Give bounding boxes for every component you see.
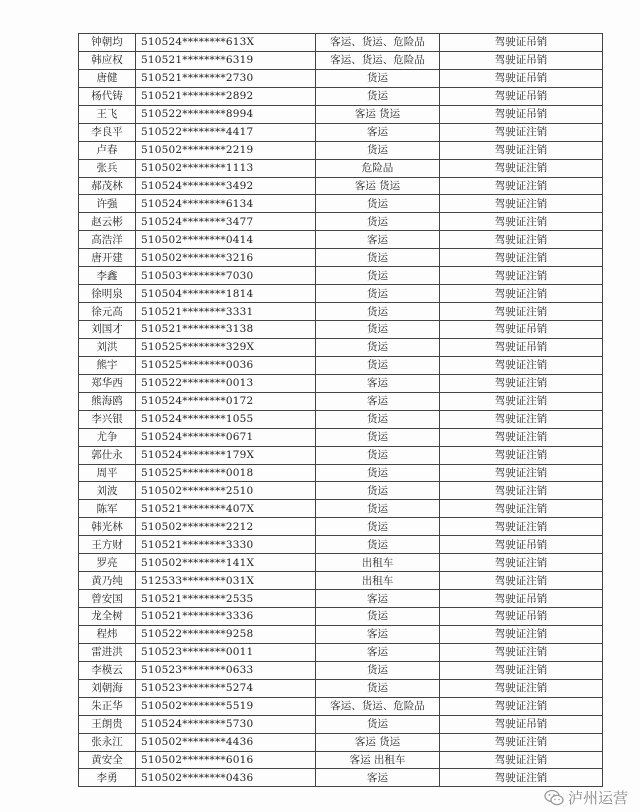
id-number-cell: 510522********0013 xyxy=(136,374,316,392)
license-status-cell: 驾驶证注销 xyxy=(440,303,603,321)
table-row xyxy=(79,303,603,321)
driver-name-cell: 刘国才 xyxy=(79,321,136,339)
license-status-cell: 驾驶证注销 xyxy=(440,446,603,464)
license-type-cell: 货运 xyxy=(316,249,440,267)
license-type-cell: 货运 xyxy=(316,303,440,321)
id-number-cell: 510525********0036 xyxy=(136,356,316,374)
id-number-cell: 510522********8994 xyxy=(136,105,316,123)
table-row xyxy=(79,733,603,751)
id-number-cell: 510521********3330 xyxy=(136,536,316,554)
table-row xyxy=(79,213,603,231)
license-status-cell: 驾驶证吊销 xyxy=(440,69,603,87)
driver-name-cell: 朱正华 xyxy=(79,697,136,715)
table-row xyxy=(79,177,603,195)
license-status-cell: 驾驶证注销 xyxy=(440,356,603,374)
driver-name-cell: 徐元高 xyxy=(79,303,136,321)
wechat-logo-icon xyxy=(544,789,564,807)
driver-name-cell: 李模云 xyxy=(79,661,136,679)
driver-name-cell: 钟朝均 xyxy=(79,34,136,52)
license-type-cell: 货运 xyxy=(316,715,440,733)
table-row xyxy=(79,590,603,608)
license-type-cell: 货运 xyxy=(316,267,440,285)
table-row xyxy=(79,374,603,392)
id-number-cell: 510525********0018 xyxy=(136,464,316,482)
license-status-cell: 驾驶证吊销 xyxy=(440,321,603,339)
table-row xyxy=(79,446,603,464)
license-type-cell: 客运 货运 xyxy=(316,105,440,123)
watermark xyxy=(544,787,628,808)
driver-name-cell: 李兴银 xyxy=(79,410,136,428)
license-status-cell: 驾驶证吊销 xyxy=(440,338,603,356)
table-row xyxy=(79,195,603,213)
id-number-cell: 510524********6134 xyxy=(136,195,316,213)
license-type-cell: 货运 xyxy=(316,661,440,679)
driver-name-cell: 韩应权 xyxy=(79,51,136,69)
license-status-cell: 驾驶证注销 xyxy=(440,769,603,787)
license-type-cell: 货运 xyxy=(316,356,440,374)
id-number-cell: 510502********0414 xyxy=(136,231,316,249)
id-number-cell: 510522********9258 xyxy=(136,625,316,643)
license-status-cell: 驾驶证吊销 xyxy=(440,608,603,626)
table-row xyxy=(79,87,603,105)
table-row xyxy=(79,267,603,285)
license-status-cell: 驾驶证注销 xyxy=(440,123,603,141)
driver-name-cell: 熊宇 xyxy=(79,356,136,374)
driver-name-cell: 韩光林 xyxy=(79,518,136,536)
license-status-cell: 驾驶证吊销 xyxy=(440,105,603,123)
id-number-cell: 510502********3216 xyxy=(136,249,316,267)
driver-name-cell: 陈军 xyxy=(79,500,136,518)
id-number-cell: 510524********179X xyxy=(136,446,316,464)
license-status-cell: 驾驶证注销 xyxy=(440,159,603,177)
license-type-cell: 危险品 xyxy=(316,159,440,177)
license-status-cell: 驾驶证注销 xyxy=(440,643,603,661)
license-type-cell: 客运 xyxy=(316,123,440,141)
driver-name-cell: 李鑫 xyxy=(79,267,136,285)
table-row xyxy=(79,338,603,356)
license-status-cell: 驾驶证注销 xyxy=(440,410,603,428)
id-number-cell: 510502********2219 xyxy=(136,141,316,159)
license-status-cell: 驾驶证注销 xyxy=(440,697,603,715)
driver-name-cell: 熊海鸥 xyxy=(79,392,136,410)
driver-name-cell: 刘洪 xyxy=(79,338,136,356)
id-number-cell: 510524********5730 xyxy=(136,715,316,733)
table-row xyxy=(79,679,603,697)
driver-name-cell: 唐健 xyxy=(79,69,136,87)
license-status-cell: 驾驶证注销 xyxy=(440,500,603,518)
table-row xyxy=(79,428,603,446)
driver-name-cell: 李良平 xyxy=(79,123,136,141)
license-status-cell: 驾驶证注销 xyxy=(440,374,603,392)
table-row xyxy=(79,572,603,590)
id-number-cell: 510502********4436 xyxy=(136,733,316,751)
license-type-cell: 货运 xyxy=(316,141,440,159)
license-type-cell: 客运、货运、危险品 xyxy=(316,51,440,69)
driver-name-cell: 刘朝海 xyxy=(79,679,136,697)
license-type-cell: 客运 xyxy=(316,625,440,643)
id-number-cell: 510503********7030 xyxy=(136,267,316,285)
license-status-cell: 驾驶证注销 xyxy=(440,679,603,697)
license-status-cell: 驾驶证注销 xyxy=(440,177,603,195)
table-row xyxy=(79,231,603,249)
driver-name-cell: 郑华西 xyxy=(79,374,136,392)
table-row xyxy=(79,123,603,141)
watermark-text: 泸州运营 xyxy=(567,789,628,807)
id-number-cell: 510521********3331 xyxy=(136,303,316,321)
id-number-cell: 510524********3492 xyxy=(136,177,316,195)
driver-name-cell: 张永江 xyxy=(79,733,136,751)
table-row xyxy=(79,536,603,554)
license-type-cell: 货运 xyxy=(316,428,440,446)
license-status-cell: 驾驶证吊销 xyxy=(440,536,603,554)
table-row xyxy=(79,482,603,500)
id-number-cell: 510502********1113 xyxy=(136,159,316,177)
id-number-cell: 510523********0633 xyxy=(136,661,316,679)
id-number-cell: 510521********3336 xyxy=(136,608,316,626)
driver-name-cell: 曾安国 xyxy=(79,590,136,608)
table-row xyxy=(79,769,603,787)
driver-name-cell: 许强 xyxy=(79,195,136,213)
license-status-cell: 驾驶证注销 xyxy=(440,518,603,536)
driver-name-cell: 杨代铸 xyxy=(79,87,136,105)
license-type-cell: 货运 xyxy=(316,321,440,339)
id-number-cell: 510521********3138 xyxy=(136,321,316,339)
table-row xyxy=(79,159,603,177)
license-status-cell: 驾驶证注销 xyxy=(440,285,603,303)
table-row xyxy=(79,356,603,374)
driver-name-cell: 郭仕永 xyxy=(79,446,136,464)
driver-name-cell: 黄安全 xyxy=(79,751,136,769)
table-row xyxy=(79,715,603,733)
license-type-cell: 客运、货运、危险品 xyxy=(316,697,440,715)
license-status-cell: 驾驶证吊销 xyxy=(440,87,603,105)
driver-name-cell: 徐明泉 xyxy=(79,285,136,303)
table-row xyxy=(79,625,603,643)
id-number-cell: 510521********2892 xyxy=(136,87,316,105)
license-type-cell: 客运 xyxy=(316,231,440,249)
table-row xyxy=(79,285,603,303)
driver-name-cell: 唐开建 xyxy=(79,249,136,267)
table-row xyxy=(79,661,603,679)
license-type-cell: 货运 xyxy=(316,338,440,356)
id-number-cell: 510521********6319 xyxy=(136,51,316,69)
table-row xyxy=(79,554,603,572)
id-number-cell: 510521********2730 xyxy=(136,69,316,87)
id-number-cell: 510521********407X xyxy=(136,500,316,518)
license-type-cell: 货运 xyxy=(316,195,440,213)
license-status-cell: 驾驶证注销 xyxy=(440,195,603,213)
table-row xyxy=(79,608,603,626)
id-number-cell: 510523********0011 xyxy=(136,643,316,661)
driver-name-cell: 郝茂林 xyxy=(79,177,136,195)
license-type-cell: 货运 xyxy=(316,87,440,105)
driver-name-cell: 刘波 xyxy=(79,482,136,500)
id-number-cell: 512533********031X xyxy=(136,572,316,590)
id-number-cell: 510521********2535 xyxy=(136,590,316,608)
license-type-cell: 货运 xyxy=(316,518,440,536)
id-number-cell: 510522********4417 xyxy=(136,123,316,141)
driver-name-cell: 赵云彬 xyxy=(79,213,136,231)
license-status-cell: 驾驶证注销 xyxy=(440,141,603,159)
license-status-cell: 驾驶证注销 xyxy=(440,231,603,249)
license-status-cell: 驾驶证注销 xyxy=(440,751,603,769)
license-status-cell: 驾驶证注销 xyxy=(440,733,603,751)
license-status-cell: 驾驶证注销 xyxy=(440,464,603,482)
license-type-cell: 客运 xyxy=(316,643,440,661)
license-type-cell: 货运 xyxy=(316,536,440,554)
license-status-cell: 驾驶证吊销 xyxy=(440,715,603,733)
license-type-cell: 货运 xyxy=(316,482,440,500)
table-row xyxy=(79,751,603,769)
license-type-cell: 货运 xyxy=(316,285,440,303)
driver-name-cell: 周平 xyxy=(79,464,136,482)
license-type-cell: 客运、货运、危险品 xyxy=(316,34,440,52)
id-number-cell: 510523********5274 xyxy=(136,679,316,697)
driver-name-cell: 龙全树 xyxy=(79,608,136,626)
driver-name-cell: 王飞 xyxy=(79,105,136,123)
license-status-cell: 驾驶证注销 xyxy=(440,572,603,590)
table-row xyxy=(79,410,603,428)
license-type-cell: 货运 xyxy=(316,69,440,87)
table-row xyxy=(79,464,603,482)
table-row xyxy=(79,249,603,267)
table-row xyxy=(79,105,603,123)
license-type-cell: 货运 xyxy=(316,608,440,626)
license-type-cell: 客运 货运 xyxy=(316,177,440,195)
license-status-cell: 驾驶证吊销 xyxy=(440,51,603,69)
table-row xyxy=(79,69,603,87)
table-row xyxy=(79,392,603,410)
id-number-cell: 510502********6016 xyxy=(136,751,316,769)
license-status-cell: 驾驶证注销 xyxy=(440,482,603,500)
id-number-cell: 510504********1814 xyxy=(136,285,316,303)
license-type-cell: 客运 xyxy=(316,374,440,392)
license-table-body xyxy=(79,34,603,787)
id-number-cell: 510524********0671 xyxy=(136,428,316,446)
license-status-cell: 驾驶证注销 xyxy=(440,213,603,231)
id-number-cell: 510524********3477 xyxy=(136,213,316,231)
driver-name-cell: 李勇 xyxy=(79,769,136,787)
driver-name-cell: 雷进洪 xyxy=(79,643,136,661)
license-table xyxy=(78,33,603,787)
table-row xyxy=(79,697,603,715)
driver-name-cell: 王方财 xyxy=(79,536,136,554)
license-type-cell: 货运 xyxy=(316,679,440,697)
license-type-cell: 货运 xyxy=(316,446,440,464)
license-status-cell: 驾驶证注销 xyxy=(440,428,603,446)
license-type-cell: 货运 xyxy=(316,464,440,482)
id-number-cell: 510502********2510 xyxy=(136,482,316,500)
id-number-cell: 510502********2212 xyxy=(136,518,316,536)
license-status-cell: 驾驶证吊销 xyxy=(440,590,603,608)
license-status-cell: 驾驶证注销 xyxy=(440,249,603,267)
driver-name-cell: 罗亮 xyxy=(79,554,136,572)
id-number-cell: 510502********5519 xyxy=(136,697,316,715)
license-type-cell: 客运 xyxy=(316,769,440,787)
table-row xyxy=(79,34,603,52)
license-status-cell: 驾驶证注销 xyxy=(440,625,603,643)
driver-name-cell: 卢春 xyxy=(79,141,136,159)
id-number-cell: 510502********0436 xyxy=(136,769,316,787)
driver-name-cell: 张兵 xyxy=(79,159,136,177)
license-type-cell: 货运 xyxy=(316,500,440,518)
driver-name-cell: 高浩洋 xyxy=(79,231,136,249)
driver-name-cell: 王朗贵 xyxy=(79,715,136,733)
table-row xyxy=(79,321,603,339)
license-type-cell: 出租车 xyxy=(316,572,440,590)
table-row xyxy=(79,643,603,661)
license-type-cell: 货运 xyxy=(316,410,440,428)
license-status-cell: 驾驶证注销 xyxy=(440,267,603,285)
table-row xyxy=(79,500,603,518)
license-status-cell: 驾驶证注销 xyxy=(440,661,603,679)
license-type-cell: 客运 xyxy=(316,392,440,410)
license-type-cell: 客运 xyxy=(316,590,440,608)
license-type-cell: 货运 xyxy=(316,213,440,231)
id-number-cell: 510525********329X xyxy=(136,338,316,356)
table-row xyxy=(79,518,603,536)
id-number-cell: 510502********141X xyxy=(136,554,316,572)
driver-name-cell: 黄乃纯 xyxy=(79,572,136,590)
table-row xyxy=(79,141,603,159)
license-type-cell: 客运 出租车 xyxy=(316,751,440,769)
license-status-cell: 驾驶证吊销 xyxy=(440,34,603,52)
driver-name-cell: 程炜 xyxy=(79,625,136,643)
id-number-cell: 510524********613X xyxy=(136,34,316,52)
driver-name-cell: 尤争 xyxy=(79,428,136,446)
license-status-cell: 驾驶证注销 xyxy=(440,392,603,410)
license-type-cell: 出租车 xyxy=(316,554,440,572)
license-status-cell: 驾驶证注销 xyxy=(440,554,603,572)
license-type-cell: 客运 货运 xyxy=(316,733,440,751)
id-number-cell: 510524********0172 xyxy=(136,392,316,410)
table-row xyxy=(79,51,603,69)
id-number-cell: 510524********1055 xyxy=(136,410,316,428)
